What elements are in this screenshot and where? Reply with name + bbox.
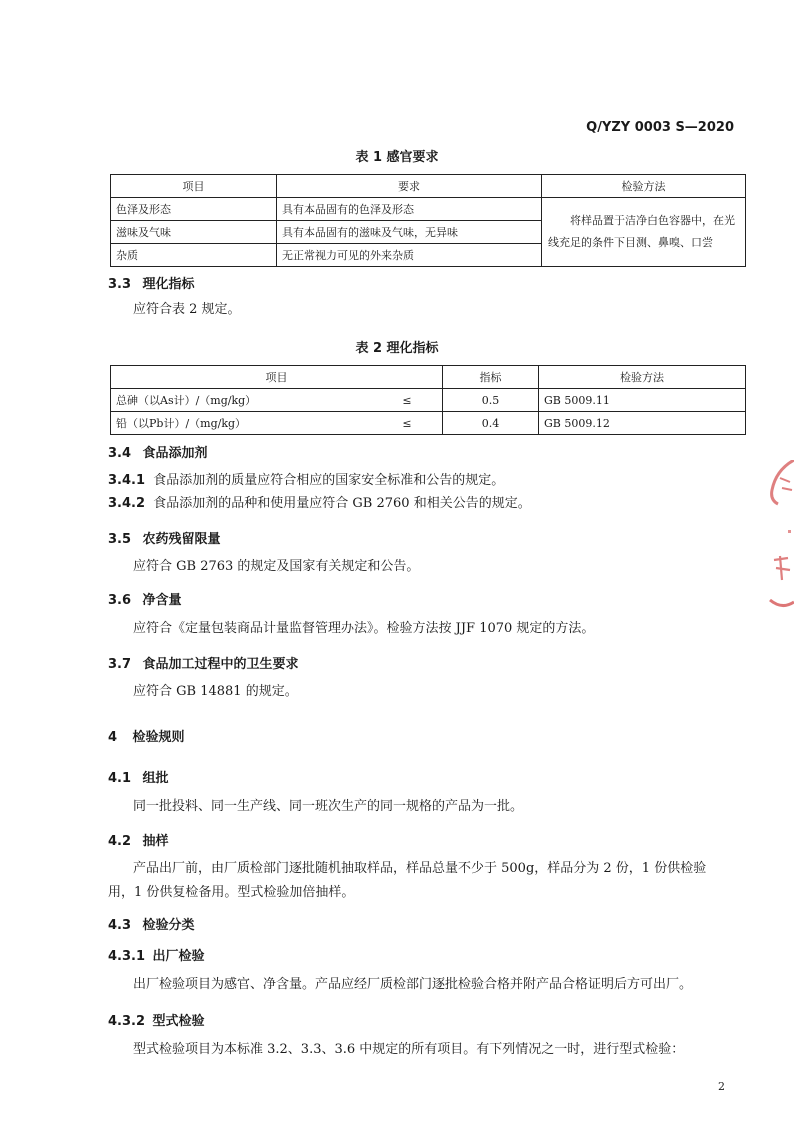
section-3-6-text: 应符合《定量包装商品计量监督管理办法》。检验方法按 JJF 1070 规定的方法。: [133, 621, 595, 636]
method-cell: 将样品置于洁净白色容器中，在光线充足的条件下目测、鼻嗅、口尝: [542, 198, 746, 267]
header-cell: 项目: [111, 175, 277, 198]
section-4-heading: 4 检验规则: [108, 730, 185, 745]
physicochemical-table: [110, 365, 746, 435]
item-cell: 铅（以Pb计）/（mg/kg）: [111, 412, 373, 435]
section-4-3-1-text: 出厂检验项目为感官、净含量。产品应经厂质检部门逐批检验合格并附产品合格证明后方可出厂。: [133, 977, 693, 992]
page-number: 2: [718, 1080, 725, 1093]
standard-number: Q/YZY 0003 S—2020: [586, 120, 734, 135]
table-header-row: [111, 366, 746, 389]
method-cell: GB 5009.12: [539, 412, 746, 435]
section-3-4-heading: 3.4 食品添加剂: [108, 446, 208, 461]
sensory-requirements-table: [110, 174, 746, 267]
method-cell: GB 5009.11: [539, 389, 746, 412]
value-cell: 0.5: [443, 389, 539, 412]
section-3-3-heading: 3.3 理化指标: [108, 277, 195, 292]
section-3-6-heading: 3.6 净含量: [108, 593, 182, 608]
section-4-2-text-line2: 用，1 份供复检备用。型式检验加倍抽样。: [108, 885, 355, 900]
section-3-7-heading: 3.7 食品加工过程中的卫生要求: [108, 657, 299, 672]
section-3-7-text: 应符合 GB 14881 的规定。: [133, 684, 298, 699]
header-cell: 检验方法: [542, 175, 746, 198]
requirement-cell: 具有本品固有的色泽及形态: [277, 198, 542, 221]
section-3-5-heading: 3.5 农药残留限量: [108, 532, 221, 547]
item-cell: 滋味及气味: [111, 221, 277, 244]
table-row: [111, 198, 746, 221]
section-3-4-1: 3.4.1 食品添加剂的质量应符合相应的国家安全标准和公告的规定。: [108, 473, 505, 488]
operator-cell: ≤: [372, 412, 443, 435]
section-4-3-heading: 4.3 检验分类: [108, 918, 195, 933]
section-4-2-heading: 4.2 抽样: [108, 834, 169, 849]
item-cell: 色泽及形态: [111, 198, 277, 221]
requirement-cell: 具有本品固有的滋味及气味，无异味: [277, 221, 542, 244]
section-4-2-text-line1: 产品出厂前，由厂质检部门逐批随机抽取样品，样品总量不少于 500g，样品分为 2 份，1 份供检验: [133, 861, 707, 876]
section-3-4-2: 3.4.2 食品添加剂的品种和使用量应符合 GB 2760 和相关公告的规定。: [108, 496, 531, 511]
value-cell: 0.4: [443, 412, 539, 435]
item-cell: 杂质: [111, 244, 277, 267]
header-cell: 要求: [277, 175, 542, 198]
item-cell: 总砷（以As计）/（mg/kg）: [111, 389, 373, 412]
section-3-5-text: 应符合 GB 2763 的规定及国家有关规定和公告。: [133, 559, 420, 574]
header-cell: 项目: [111, 366, 443, 389]
table-header-row: [111, 175, 746, 198]
section-3-3-text: 应符合表 2 规定。: [133, 302, 241, 317]
section-4-1-heading: 4.1 组批: [108, 771, 169, 786]
section-4-3-1-heading: 4.3.1 出厂检验: [108, 949, 205, 964]
table1-title: 表 1 感官要求: [355, 150, 439, 165]
table-row: [111, 389, 746, 412]
table2-title: 表 2 理化指标: [355, 341, 439, 356]
operator-cell: ≤: [372, 389, 443, 412]
requirement-cell: 无正常视力可见的外来杂质: [277, 244, 542, 267]
section-4-3-2-heading: 4.3.2 型式检验: [108, 1014, 205, 1029]
table-row: [111, 412, 746, 435]
header-cell: 检验方法: [539, 366, 746, 389]
seal-stamp-fragment: [766, 460, 794, 620]
section-4-1-text: 同一批投料、同一生产线、同一班次生产的同一规格的产品为一批。: [133, 799, 524, 814]
header-cell: 指标: [443, 366, 539, 389]
section-4-3-2-text: 型式检验项目为本标准 3.2、3.3、3.6 中规定的所有项目。有下列情况之一时，进行型式检验：: [133, 1042, 685, 1057]
